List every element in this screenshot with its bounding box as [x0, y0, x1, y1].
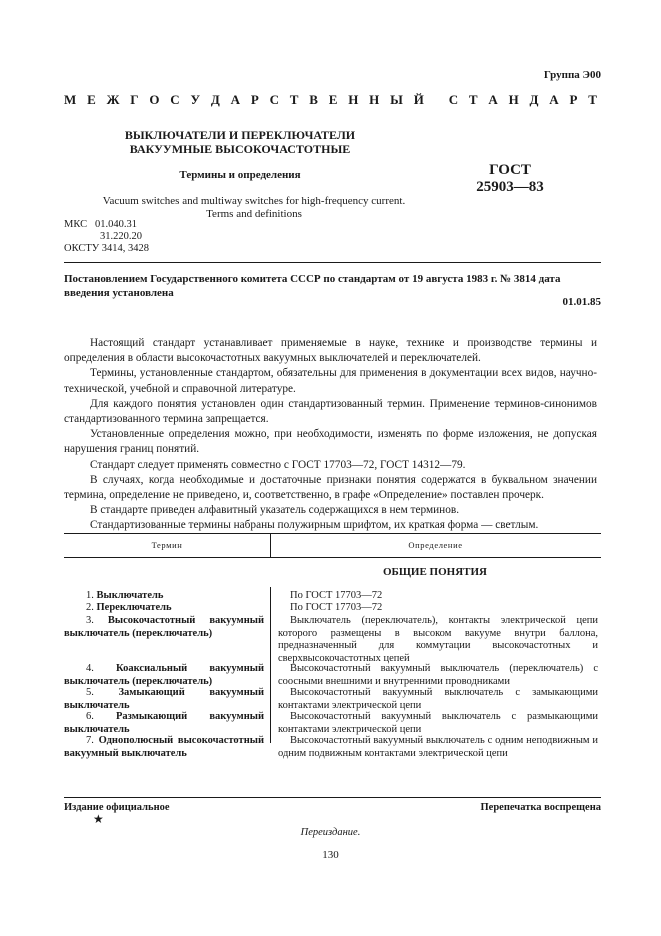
banner-letter: В	[309, 92, 318, 107]
intro-paragraph: Стандартизованные термины набраны полужирным шрифтом, их краткая форма — светлым.	[90, 519, 539, 532]
mks-code-2: 31.220.20	[100, 231, 142, 242]
english-title	[64, 195, 444, 221]
term-number: 4.	[86, 663, 94, 674]
title-line-2: ВАКУУМНЫЕ ВЫСОКОЧАСТОТНЫЕ	[129, 142, 351, 156]
decree-text: Постановлением Государственного комитета СССР по стандартам от 19 августа 1983 г. № 3814 дата введения установлена	[64, 273, 561, 299]
banner-letter: Н	[508, 92, 519, 107]
intro-paragraph: Установленные определения можно, при необходимости, изменять по форме изложения, не допуская нарушения границ понятий.	[64, 428, 597, 456]
gost-designation	[470, 162, 550, 196]
term-number: 5.	[86, 687, 94, 698]
definition-6: Высокочастотный вакуумный выключатель с размыкающими контактами электрической цепи	[278, 711, 598, 735]
banner-letter: А	[549, 92, 559, 107]
footer-rule	[64, 797, 601, 798]
intro-paragraph: В стандарте приведен алфавитный указатель содержащихся в нем терминов.	[90, 504, 460, 517]
body-column-divider	[270, 587, 271, 743]
term-name: Переключатель	[96, 602, 172, 613]
banner-letter: Е	[328, 92, 338, 107]
intro-paragraph: В случаях, когда необходимые и достаточные признаки понятия содержатся в буквальном значении термина, определение не приведено, и, соответственно, в графе «Определение» поставлен прочерк.	[64, 473, 597, 502]
term-1	[86, 590, 264, 603]
table-header-rule	[64, 557, 601, 558]
reissue-note: Переиздание.	[300, 827, 361, 838]
official-edition-label: Издание официальное	[64, 802, 170, 813]
term-name: Однополюсный высокочастотный вакуумный выключатель	[64, 735, 265, 759]
gost-number: 25903—83	[476, 179, 544, 195]
term-name: Коаксиальный вакуумный выключатель (переключатель)	[64, 663, 264, 687]
banner-letter: Н	[348, 92, 359, 107]
banner-letter: С	[448, 92, 459, 107]
banner-letter: Й	[413, 92, 424, 107]
table-top-rule	[64, 533, 601, 534]
introduction	[64, 336, 597, 534]
column-header-definition: Определение	[408, 540, 463, 550]
section-title: ОБЩИЕ ПОНЯТИЯ	[382, 566, 487, 578]
banner-letter: Т	[588, 92, 597, 107]
term-name: Высокочастотный вакуумный выключатель (переключатель)	[64, 615, 264, 639]
english-title-line-2: Terms and definitions	[206, 208, 302, 220]
header-rule	[64, 262, 601, 263]
term-name: Выключатель	[96, 590, 164, 601]
banner-letter: А	[488, 92, 498, 107]
introduction-date: 01.01.85	[562, 296, 601, 308]
banner-letter: Н	[369, 92, 380, 107]
document-subtitle: Термины и определения	[179, 169, 301, 181]
term-number: 1.	[86, 590, 94, 601]
document-title	[100, 128, 380, 156]
term-number: 3.	[86, 615, 94, 626]
definition-2: По ГОСТ 17703—72	[290, 602, 383, 613]
term-7	[64, 735, 264, 760]
term-name: Замыкающий вакуумный выключатель	[64, 687, 264, 711]
banner-letter: Ы	[390, 92, 403, 107]
intro-paragraph: Термины, установленные стандартом, обязательны для применения в документации всех видов, научно-технической, учебной и справочной литературе.	[64, 367, 597, 395]
page-number: 130	[322, 849, 339, 861]
mks-label: МКС	[64, 219, 88, 230]
term-6	[64, 711, 264, 736]
banner-letter: А	[230, 92, 240, 107]
title-line-1: ВЫКЛЮЧАТЕЛИ И ПЕРЕКЛЮЧАТЕЛИ	[124, 128, 356, 142]
banner-letter: Т	[289, 92, 299, 107]
banner-letter: Ж	[106, 92, 120, 107]
group-code: Группа Э00	[543, 69, 601, 81]
classification-codes	[64, 219, 149, 255]
banner-letter: О	[149, 92, 160, 107]
header-column-divider	[270, 533, 271, 557]
gost-label: ГОСТ	[489, 162, 531, 178]
banner-letter	[435, 92, 438, 108]
term-2	[86, 602, 264, 615]
reprint-prohibited-label: Перепечатка воспрещена	[480, 802, 601, 813]
term-4	[64, 663, 264, 688]
banner-letter: М	[64, 92, 77, 107]
definition-3: Выключатель (переключатель), контакты электрической цепи которого размещены в высоком вакууме внутри баллона, предназначенный для коммутации высокочастотных и сверхвысокочастотных цепей	[278, 615, 598, 664]
banner-letter: У	[190, 92, 201, 107]
intro-paragraph: Для каждого понятия установлен один стандартизованный термин. Применение терминов-синонимов стандартизованного термина запрещается.	[64, 397, 597, 426]
mks-code-1: 01.040.31	[94, 219, 137, 230]
banner-letter: Г	[130, 92, 139, 107]
definition-5: Высокочастотный вакуумный выключатель с замыкающими контактами электрической цепи	[278, 687, 598, 711]
definition-4: Высокочастотный вакуумный выключатель (переключатель) с соосными внешними и внутренними проводниками	[278, 663, 598, 687]
term-number: 6.	[86, 711, 94, 722]
term-name: Размыкающий вакуумный выключатель	[64, 711, 264, 735]
banner-letter: С	[170, 92, 180, 107]
intro-paragraph: Стандарт следует применять совместно с ГОСТ 17703—72, ГОСТ 14312—79.	[90, 458, 466, 471]
definition-7: Высокочастотный вакуумный выключатель с одним неподвижным и одним подвижным контактами электрической цепи	[278, 735, 598, 759]
intro-paragraph: Настоящий стандарт устанавливает применяемые в науке, технике и производстве термины и определения в области высокочастотных вакуумных выключателей и переключателей.	[64, 337, 597, 365]
definition-1: По ГОСТ 17703—72	[290, 590, 383, 601]
standard-banner	[64, 92, 597, 108]
term-number: 7.	[86, 735, 94, 746]
banner-letter: Р	[250, 92, 259, 107]
banner-letter: Т	[468, 92, 478, 107]
column-header-term: Термин	[151, 540, 183, 550]
term-number: 2.	[86, 602, 94, 613]
banner-letter: С	[269, 92, 279, 107]
banner-letter: Е	[87, 92, 96, 107]
term-5	[64, 687, 264, 712]
term-3	[64, 615, 264, 640]
okstu-code: ОКСТУ 3414, 3428	[64, 243, 150, 254]
banner-letter: Р	[569, 92, 578, 107]
banner-letter: Д	[529, 92, 539, 107]
english-title-line-1: Vacuum switches and multiway switches for high-frequency current.	[102, 195, 406, 207]
star-icon: ★	[93, 812, 104, 826]
banner-letter: Д	[210, 92, 220, 107]
